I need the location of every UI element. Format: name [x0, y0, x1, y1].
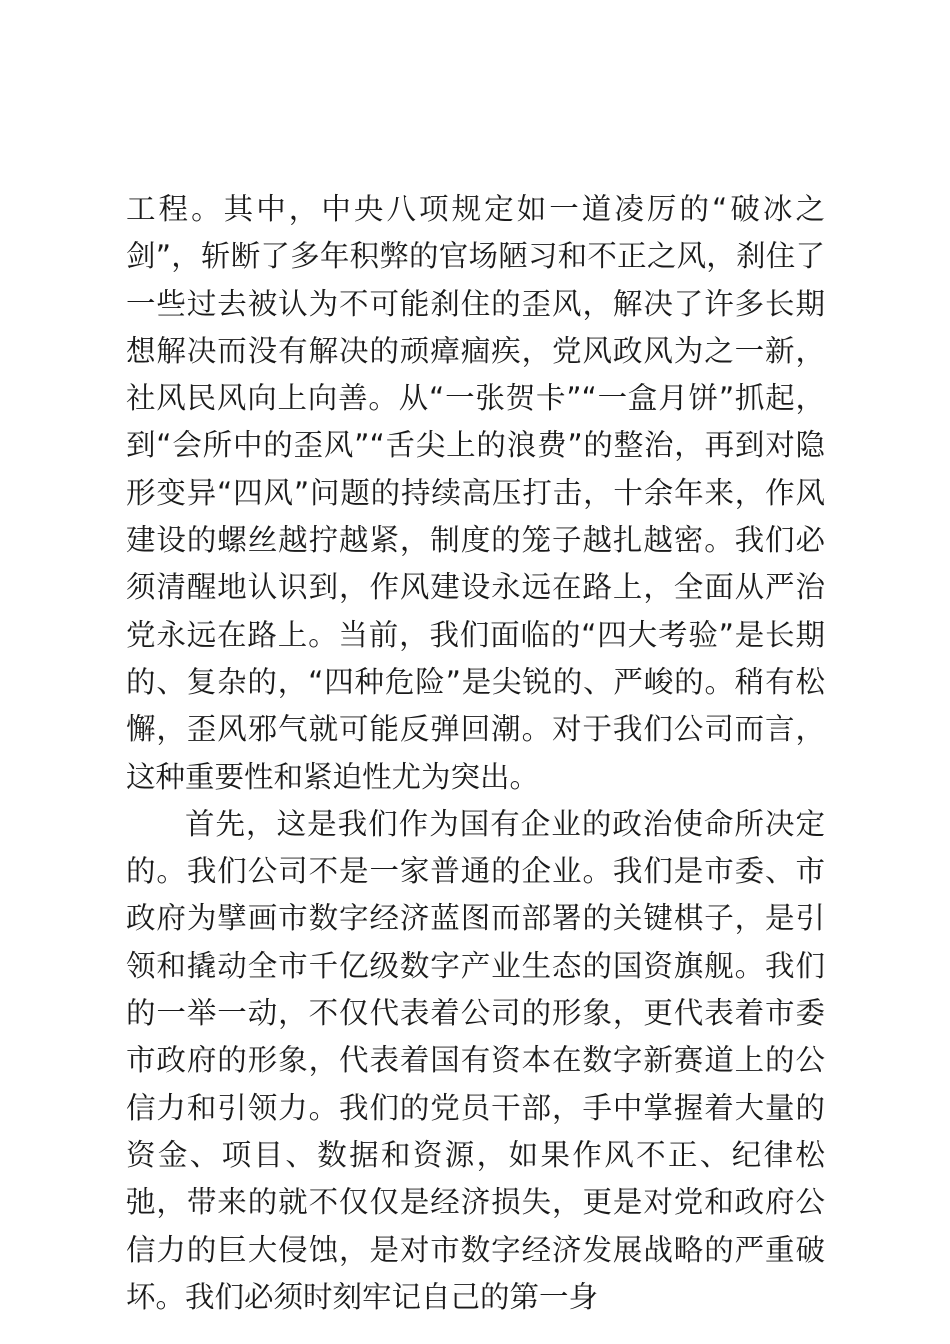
body-paragraph-2: 首先，这是我们作为国有企业的政治使命所决定的。我们公司不是一家普通的企业。我们是市委、市政府为擘画市数字经济蓝图而部署的关键棋子，是引领和撬动全市千亿级数字产业生态的国资旗舰。我们的一举一动，不仅代表着公司的形象，更代表着市委市政府的形象，代表着国有资本在数字新赛道上的公信力和引领力。我们的党员干部，手中掌握着大量的资金、项目、数据和资源，如果作风不正、纪律松弛，带来的就不仅仅是经济损失，更是对党和政府公信力的巨大侵蚀，是对市数字经济发展战略的严重破坏。我们必须时刻牢记自己的第一身 [126, 806, 825, 1314]
body-paragraph-1: 工程。其中，中央八项规定如一道凌厉的“破冰之剑”，斩断了多年积弊的官场陋习和不正之风，刹住了一些过去被认为不可能刹住的歪风，解决了许多长期想解决而没有解决的顽瘴痼疾，党风政风为之一新，社风民风向上向善。从“一张贺卡”“一盒月饼”抓起，到“会所中的歪风”“舌尖上的浪费”的整治，再到对隐形变异“四风”问题的持续高压打击，十余年来，作风建设的螺丝越拧越紧，制度的笼子越扎越密。我们必须清醒地认识到，作风建设永远在路上，全面从严治党永远在路上。当前，我们面临的“四大考验”是长期的、复杂的，“四种危险”是尖锐的、严峻的。稍有松懈，歪风邪气就可能反弹回潮。对于我们公司而言，这种重要性和紧迫性尤为突出。 [126, 192, 825, 794]
document-text-body [126, 186, 825, 1321]
